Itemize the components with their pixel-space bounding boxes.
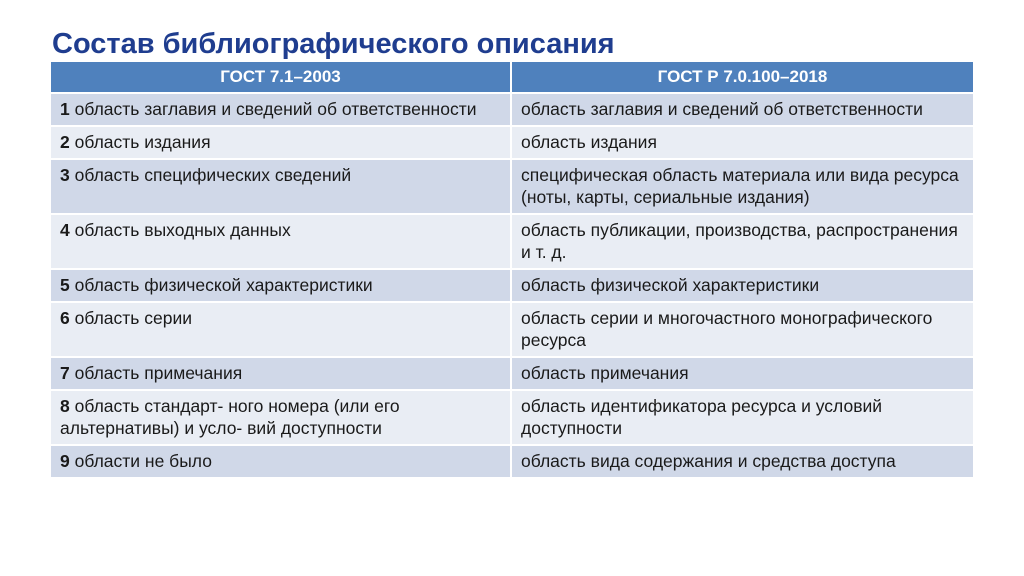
cell-text: область издания bbox=[74, 132, 211, 152]
cell-gost-2003 bbox=[51, 445, 511, 478]
row-number: 8 bbox=[60, 396, 70, 416]
cell-gost-2018: область заглавия и сведений об ответственности bbox=[511, 93, 973, 126]
cell-gost-2003 bbox=[51, 357, 511, 390]
table-row bbox=[51, 93, 973, 126]
table-row bbox=[51, 214, 973, 269]
cell-gost-2003 bbox=[51, 269, 511, 302]
row-number: 3 bbox=[60, 165, 70, 185]
comparison-table bbox=[51, 62, 973, 479]
cell-gost-2003 bbox=[51, 390, 511, 445]
row-number: 2 bbox=[60, 132, 70, 152]
table-row bbox=[51, 357, 973, 390]
cell-gost-2003 bbox=[51, 302, 511, 357]
cell-text: область серии bbox=[74, 308, 193, 328]
cell-gost-2018: область примечания bbox=[511, 357, 973, 390]
row-number: 6 bbox=[60, 308, 70, 328]
table-row bbox=[51, 302, 973, 357]
row-number: 1 bbox=[60, 99, 70, 119]
cell-text: область специфических сведений bbox=[74, 165, 352, 185]
table-row bbox=[51, 126, 973, 159]
cell-gost-2003 bbox=[51, 126, 511, 159]
row-number: 5 bbox=[60, 275, 70, 295]
row-number: 9 bbox=[60, 451, 70, 471]
cell-gost-2018: область вида содержания и средства доступа bbox=[511, 445, 973, 478]
cell-text: область заглавия и сведений об ответственности bbox=[74, 99, 477, 119]
cell-gost-2003 bbox=[51, 159, 511, 214]
cell-text: область выходных данных bbox=[74, 220, 291, 240]
table-row bbox=[51, 269, 973, 302]
column-header-gost-2003: ГОСТ 7.1–2003 bbox=[51, 62, 511, 93]
cell-gost-2018: область физической характеристики bbox=[511, 269, 973, 302]
row-number: 4 bbox=[60, 220, 70, 240]
table-row bbox=[51, 390, 973, 445]
column-header-gost-2018: ГОСТ Р 7.0.100–2018 bbox=[511, 62, 973, 93]
cell-gost-2018: область серии и многочастного монографического ресурса bbox=[511, 302, 973, 357]
cell-text: область физической характеристики bbox=[74, 275, 373, 295]
cell-gost-2003 bbox=[51, 93, 511, 126]
table-row bbox=[51, 445, 973, 478]
cell-gost-2003 bbox=[51, 214, 511, 269]
cell-text: области не было bbox=[74, 451, 212, 471]
cell-text: область стандарт- ного номера (или его альтернативы) и усло- вий доступности bbox=[60, 396, 400, 438]
table-header-row bbox=[51, 62, 973, 93]
row-number: 7 bbox=[60, 363, 70, 383]
table-row bbox=[51, 159, 973, 214]
cell-gost-2018: область идентификатора ресурса и условий доступности bbox=[511, 390, 973, 445]
cell-gost-2018: область издания bbox=[511, 126, 973, 159]
cell-gost-2018: специфическая область материала или вида ресурса (ноты, карты, сериальные издания) bbox=[511, 159, 973, 214]
cell-text: область примечания bbox=[74, 363, 243, 383]
cell-gost-2018: область публикации, производства, распространения и т. д. bbox=[511, 214, 973, 269]
slide-title: Состав библиографического описания bbox=[52, 28, 615, 60]
